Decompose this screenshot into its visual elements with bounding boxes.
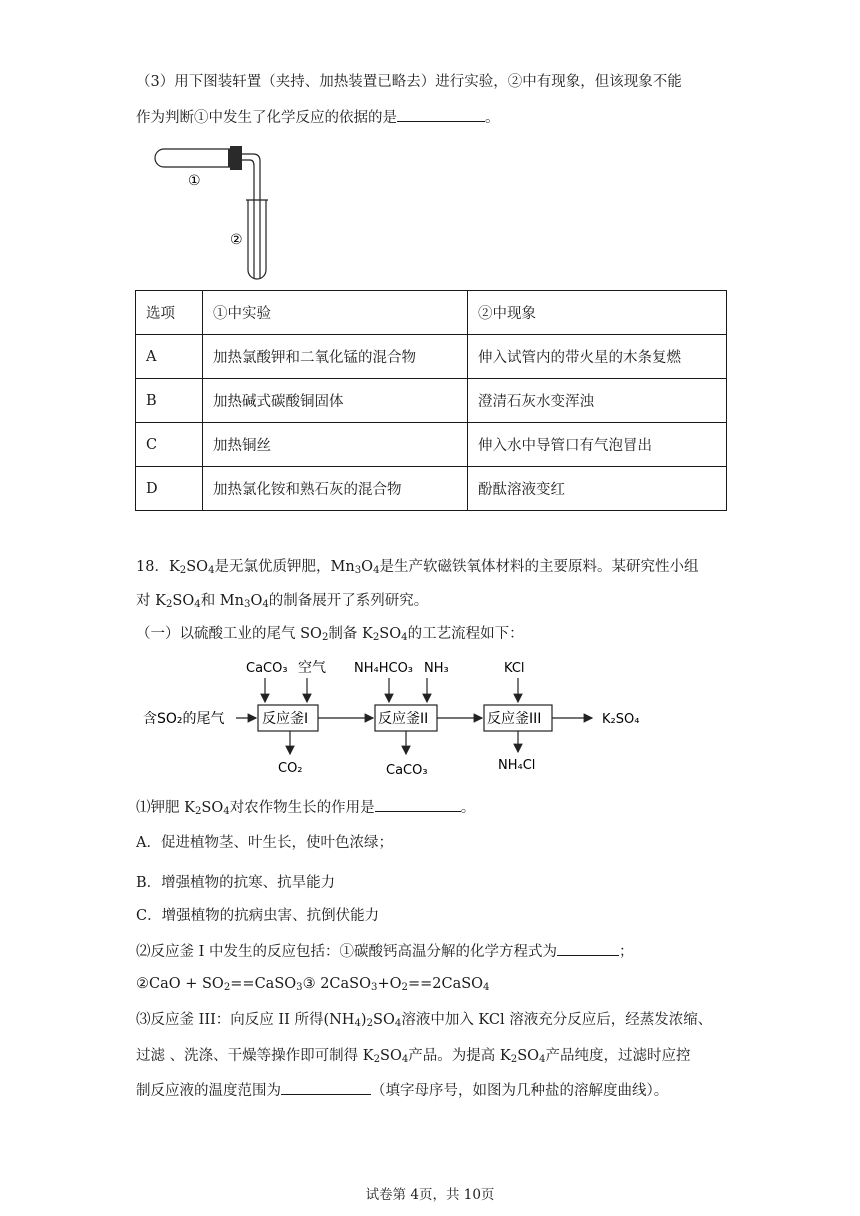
reactor-1-label: 反应釜I	[262, 711, 309, 727]
q18-intro-line2: 对 $K_2SO_4$和 $Mn_3O_4$的制备展开了系列研究。	[136, 593, 429, 610]
table-cell: 加热碱式碳酸铜固体	[203, 379, 468, 423]
label-tube-2: ②	[230, 232, 243, 248]
table-cell: D	[136, 467, 203, 511]
label-tube-1: ①	[188, 173, 201, 189]
reactor-3-label: 反应釜III	[487, 711, 542, 727]
q18-part-3-line2: 过滤 、洗涤、干燥等操作即可制得 $K_2SO_4$产品。为提高 $K_2SO_4$产品纯度，过滤时应控	[136, 1048, 691, 1065]
output-co2: CO₂	[278, 761, 303, 776]
apparatus-diagram	[140, 140, 300, 290]
q18-part-1: ⑴钾肥 $K_2SO_4$对农作物生长的作用是 。	[136, 797, 475, 822]
q18-part-3-line3: 制反应液的温度范围为 （填字母序号，如图为几种盐的溶解度曲线）。	[136, 1080, 668, 1101]
input-nh3: NH₃	[424, 661, 449, 676]
table-cell: 加热氯酸钾和二氧化锰的混合物	[203, 335, 468, 379]
input-air: 空气	[298, 660, 326, 676]
input-nh4hco3: NH₄HCO₃	[354, 661, 414, 676]
table-header-cell: 选项	[136, 291, 203, 335]
table-row	[136, 335, 727, 379]
output-caco3: CaCO₃	[386, 763, 428, 778]
table-row	[136, 379, 727, 423]
q17-3-line2: 作为判断①中发生了化学反应的依据的是 。	[136, 107, 500, 128]
input-kcl: KCl	[504, 661, 525, 676]
table-cell: 澄清石灰水变浑浊	[468, 379, 727, 423]
option-c: C．增强植物的抗病虫害、抗倒伏能力	[136, 908, 380, 924]
table-cell: C	[136, 423, 203, 467]
answer-blank[interactable]	[375, 797, 461, 812]
table-row	[136, 467, 727, 511]
q18-part-3-line1: ⑶反应釜 III：向反应 II 所得$(NH_4)_2SO_4$溶液中加入 KCl 溶液充分反应后，经蒸发浓缩、	[136, 1012, 713, 1029]
table-cell: 伸入水中导管口有气泡冒出	[468, 423, 727, 467]
q18-intro-line1: 18．$K_2SO_4$是无氯优质钾肥，$Mn_3O_4$是生产软磁铁氧体材料的主要原料。某研究性小组	[136, 559, 699, 576]
table-header-row	[136, 291, 727, 335]
option-b: B．增强植物的抗寒、抗旱能力	[136, 875, 336, 891]
table-cell: 酚酞溶液变红	[468, 467, 727, 511]
reactor-2-label: 反应釜II	[378, 711, 429, 727]
table-cell: 加热氯化铵和熟石灰的混合物	[203, 467, 468, 511]
option-a: A．促进植物茎、叶生长，使叶色浓绿；	[136, 835, 393, 851]
product-k2so4: K₂SO₄	[602, 712, 640, 727]
table-header-cell: ①中实验	[203, 291, 468, 335]
input-caco3: CaCO₃	[246, 661, 288, 676]
process-flow-diagram	[140, 652, 680, 782]
table-cell: B	[136, 379, 203, 423]
answer-blank[interactable]	[557, 941, 619, 956]
q18-section-1-title: （一）以硫酸工业的尾气 $SO_2$制备 $K_2SO_4$的工艺流程如下：	[136, 626, 524, 643]
answer-blank[interactable]	[281, 1080, 371, 1095]
table-cell: 加热铜丝	[203, 423, 468, 467]
q18-part-2-line1: ⑵反应釜 I 中发生的反应包括：①碳酸钙高温分解的化学方程式为 ；	[136, 941, 633, 962]
input-tail-gas: 含SO₂的尾气	[143, 711, 225, 727]
table-row	[136, 423, 727, 467]
answer-blank[interactable]	[397, 107, 485, 122]
q17-3-line1: （3）用下图装轩置（夹持、加热装置已略去）进行实验，②中有现象，但该现象不能	[136, 74, 682, 90]
q18-part-2-line2: ②CaO + $SO_2==CaSO_3③$ $2CaSO_3+O_2==2CaSO_4$	[136, 976, 490, 993]
output-nh4cl: NH₄Cl	[498, 758, 536, 773]
page-footer: 试卷第 4页，共 10页	[365, 1187, 495, 1203]
options-table	[135, 290, 727, 511]
table-cell: A	[136, 335, 203, 379]
table-cell: 伸入试管内的带火星的木条复燃	[468, 335, 727, 379]
table-header-cell: ②中现象	[468, 291, 727, 335]
